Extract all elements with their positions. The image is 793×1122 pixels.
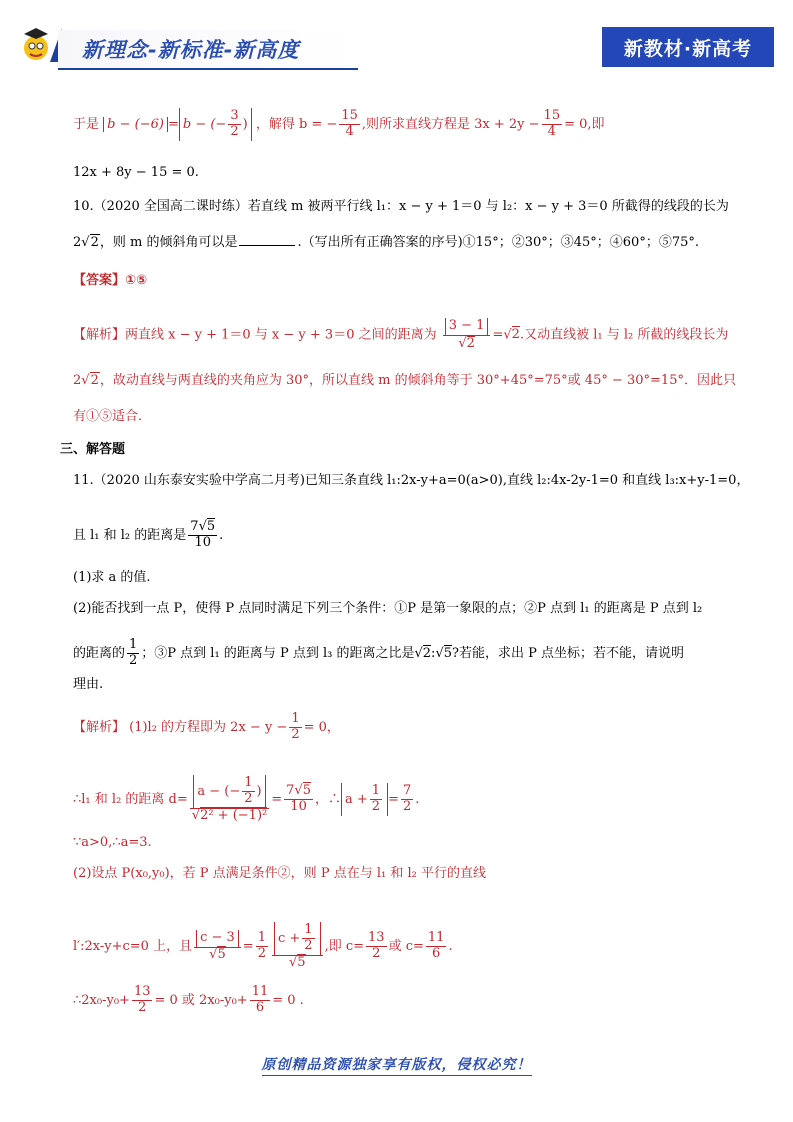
denominator: √2	[458, 335, 475, 351]
denominator: 4	[547, 123, 556, 139]
text-segment: = 0 或 2x₀-y₀+	[154, 992, 248, 1008]
numerator: 15	[341, 108, 358, 123]
numerator: 11	[251, 984, 269, 999]
denominator: 2	[244, 790, 253, 806]
numerator: 7	[402, 782, 412, 798]
text-segment: b − (−	[182, 116, 227, 132]
solution-line-2: 12x + 8y − 15 = 0.	[73, 165, 199, 180]
numerator: 1	[129, 637, 138, 652]
denominator: 2	[402, 798, 412, 814]
fraction	[366, 931, 387, 962]
analysis-line-3: 有①⑤适合．	[73, 409, 152, 424]
text-segment: 【解析】 (1)l₂ 的方程即为 2x − y −	[73, 719, 288, 735]
fraction	[339, 109, 360, 140]
denominator: 2	[138, 999, 147, 1015]
denominator: 6	[432, 945, 441, 961]
numerator: 1	[291, 711, 300, 726]
denominator: 2	[129, 652, 138, 668]
radicand: 5	[302, 782, 311, 798]
text-segment: 2	[73, 373, 82, 388]
radicand: 5	[443, 645, 453, 661]
abs-value: c − 3	[196, 930, 239, 947]
denominator: √5	[209, 946, 226, 962]
numerator: 1	[257, 929, 266, 945]
abs-value: 3 − 1	[445, 318, 489, 335]
denominator: 2	[372, 945, 381, 961]
text-segment: ，∴	[315, 791, 342, 807]
solution-11-line-5	[73, 922, 453, 971]
fraction	[190, 775, 269, 824]
text-segment: )	[242, 116, 248, 132]
numerator: 1	[371, 782, 381, 798]
header-badge: 新教材·新高考	[602, 27, 774, 67]
question-11-line-1: 11.（2020 山东泰安实验中学高二月考)已知三条直线 l₁:2x-y+a=0(a>0),直线 l₂:4x-2y-1=0 和直线 l₃:x+y-1=0，	[73, 473, 750, 488]
fraction	[370, 784, 382, 815]
denominator: √5	[288, 954, 306, 970]
numerator: 3	[230, 108, 239, 123]
numerator: 7√5	[286, 782, 311, 798]
radicand: 5	[217, 946, 226, 962]
radicand: 2	[466, 335, 475, 351]
question-11-part-2-line-2: 的距离的 $\frac{1}{2}$ ；③P 点到 l₁ 的距离与 P 点到 l₃ 的距离之比是√2:√5?若能，求出 P 点坐标；若不能，请说明	[73, 637, 684, 668]
text-segment: 7	[286, 782, 295, 798]
solution-11-line-2	[73, 775, 419, 824]
denominator: 2	[291, 726, 300, 742]
fraction	[194, 930, 241, 963]
fraction	[272, 922, 323, 971]
text-segment: c +	[277, 930, 301, 946]
text-segment: 2	[73, 235, 82, 250]
numerator	[443, 318, 491, 336]
fraction	[443, 318, 491, 352]
sqrt: √2	[81, 235, 99, 250]
text-segment: 的距离的	[73, 645, 126, 661]
text-segment: ,即 c=	[324, 938, 365, 954]
fraction	[256, 931, 268, 962]
text-segment: )	[256, 783, 262, 799]
text-segment: = 0，	[303, 719, 340, 735]
copyright-notice: 原创精品资源独家享有版权，侵权必究！	[262, 1057, 532, 1076]
text-segment: ?若能，求出 P 点坐标；若不能，请说明	[452, 645, 684, 661]
fraction	[302, 923, 314, 954]
text-segment: 且 l₁ 和 l₂ 的距离是	[73, 527, 187, 543]
text-segment: a +	[345, 791, 368, 807]
text-segment: 或 c=	[388, 938, 424, 954]
denominator: 10	[290, 798, 307, 814]
text-segment: =	[242, 938, 254, 954]
numerator: 11	[427, 929, 445, 945]
question-11-line-2	[73, 520, 223, 551]
denominator: 2	[304, 937, 313, 953]
fraction	[426, 931, 447, 962]
fraction	[542, 109, 563, 140]
text-segment: = 0,即	[564, 116, 605, 132]
radicand: 5	[206, 519, 216, 534]
numerator: 13	[368, 929, 385, 945]
text-segment: .	[219, 527, 224, 543]
question-11-part-2-line-1: (2)能否找到一点 P，使得 P 点同时满足下列三个条件：①P 是第一象限的点；②P 点到 l₁ 的距离是 P 点到 l₂	[73, 601, 703, 616]
fraction	[289, 712, 301, 743]
answer-label: 【答案】①⑤	[73, 273, 148, 288]
numerator: 13	[133, 984, 151, 999]
solution-11-line-1	[73, 712, 340, 743]
fraction	[242, 776, 254, 807]
solution-line-1	[73, 108, 605, 141]
abs-value	[103, 117, 168, 132]
text-segment: 于是	[73, 116, 100, 132]
radicand: 2	[90, 373, 99, 388]
text-segment: .	[448, 938, 453, 954]
text-segment: ，解得 b = −	[255, 116, 338, 132]
denominator: 2	[230, 123, 239, 139]
radicand: 2	[422, 645, 432, 661]
denominator: √2² + (−1)²	[191, 807, 268, 823]
radicand: 2	[90, 235, 99, 250]
solution-11-line-4: (2)设点 P(x₀,y₀)，若 P 点满足条件②，则 P 点在与 l₁ 和 l₂ 平行的直线	[73, 866, 486, 881]
text-segment: :	[431, 645, 436, 661]
text-segment: 【解析】两直线 x − y + 1＝0 与 x − y + 3＝0 之间的距离为	[73, 327, 437, 343]
text-segment: 7	[190, 519, 199, 534]
numerator	[190, 775, 269, 809]
header-slogan: 新理念-新标准-新高度	[82, 38, 300, 62]
text-segment: =	[271, 791, 283, 807]
text-segment: ；③P 点到 l₁ 的距离与 P 点到 l₃ 的距离之比是	[141, 645, 415, 661]
fraction	[228, 109, 240, 140]
denominator: 2	[257, 945, 266, 961]
text-segment: l′:2x-y+c=0 上，且	[73, 938, 193, 954]
numerator: 7√5	[190, 519, 216, 534]
text-segment: ,则所求直线方程是 3x + 2y −	[361, 116, 540, 132]
question-11-part-1: (1)求 a 的值.	[73, 570, 151, 585]
radicand: 2² + (−1)²	[200, 807, 268, 823]
text-segment: ，则 m 的倾斜角可以是	[99, 235, 238, 250]
fraction	[132, 985, 153, 1016]
numerator	[272, 922, 323, 956]
analysis-line-1: 【解析】两直线 x − y + 1＝0 与 x − y + 3＝0 之间的距离为 $\frac{3 - 1}{√2}$ =√2.又动直线被 l₁ 与 l₂ 所截的线段长为	[73, 318, 729, 351]
text-segment: =	[492, 327, 504, 343]
fraction	[188, 520, 217, 551]
solution-11-line-3: ∵a>0,∴a=3.	[73, 835, 152, 850]
fraction	[401, 784, 413, 815]
footer	[0, 1054, 793, 1074]
question-10-line-1: 10.（2020 全国高二课时练）若直线 m 被两平行线 l₁：x − y + 1＝0 与 l₂：x − y + 3＝0 所截得的线段的长为	[73, 199, 729, 214]
denominator: 6	[255, 999, 265, 1015]
text-segment: =	[388, 791, 399, 807]
numerator: 1	[304, 922, 313, 937]
radicand: 5	[297, 954, 306, 970]
text-segment: .	[415, 791, 420, 807]
solution-11-line-6	[73, 985, 304, 1016]
analysis-line-2	[73, 374, 736, 387]
answer-blank	[239, 245, 295, 246]
section-heading: 三、解答题	[60, 442, 126, 457]
text-segment: =	[167, 116, 179, 132]
sqrt: √2	[81, 373, 99, 388]
text-segment: ∴l₁ 和 l₂ 的距离 d=	[73, 791, 188, 807]
denominator: 2	[371, 798, 381, 814]
abs-value	[193, 775, 265, 808]
text-segment: = 0 .	[272, 992, 304, 1008]
denominator: 4	[345, 123, 354, 139]
radicand: 2	[511, 327, 520, 343]
text-segment: .又动直线被 l₁ 与 l₂ 所截的线段长为	[519, 327, 729, 343]
text-segment: ∴2x₀-y₀+	[73, 992, 130, 1008]
numerator: 1	[244, 775, 253, 790]
text-segment: ，故动直线与两直线的夹角应为 30°，所以直线 m 的倾斜角等于 30°+45°=75°或 45° − 30°=15°．因此只	[99, 373, 736, 388]
fraction	[250, 985, 271, 1016]
text-segment: a − (−	[197, 783, 241, 799]
question-10-line-2	[73, 236, 699, 249]
abs-value	[274, 922, 321, 955]
text-segment: b − (−6)	[107, 116, 164, 132]
text-segment: .（写出所有正确答案的序号)①15°；②30°；③45°；④60°；⑤75°.	[297, 235, 699, 250]
question-11-part-2-line-3: 理由.	[73, 677, 104, 692]
denominator: 10	[194, 534, 211, 550]
fraction	[284, 784, 313, 815]
abs-value	[341, 783, 388, 816]
numerator: 15	[543, 108, 561, 123]
abs-value	[179, 108, 252, 141]
fraction	[127, 638, 139, 669]
